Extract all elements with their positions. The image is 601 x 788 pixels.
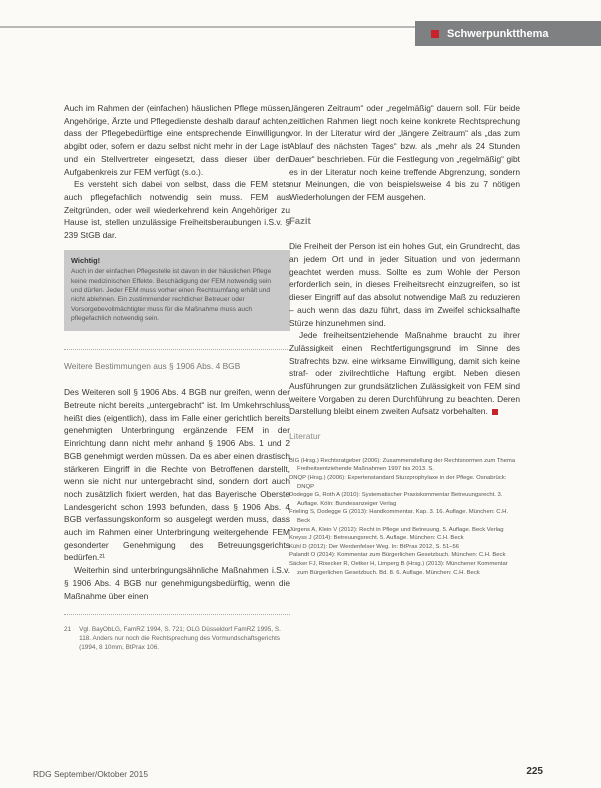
- important-box-title: Wichtig!: [71, 255, 101, 265]
- fazit-paragraph-2-text: Jede freiheitsentziehende Maßnahme braucht zu ihrer Zulässigkeit einen Rechtfertigungsgrund im Sinne des Strafrechts bzw. eine wirksame Einwilligung, damit sich keine straf- oder zivilrechtliche Haftung ergibt. Neben diesen Ausführungen zur grundsätzlichen Zulässigkeit von FEM sind weitere Vorgaben zu deren Durchführung zu beachten. Deren Darstellung bleibt einem zweiten Aufsatz vorbehalten.: [289, 330, 520, 417]
- left-paragraph-1: Auch im Rahmen der (einfachen) häuslichen Pflege müssen Angehörige, Ärzte und Pflegedienste deshalb darauf achten, dass der Pflegebedürftige eine entsprechende Einwilligung abgibt oder, sofern er dazu selbst nicht mehr in der Lage ist und ein Stellvertreter eingesetzt, dass dieser über den Aufgabenkreis zur FEM verfügt (s.o.).: [64, 103, 290, 177]
- literature-item: Kreyss J (2014): Betreuungsrecht. 5. Auflage. München: C.H. Beck: [289, 535, 464, 542]
- left-paragraph-2: Es versteht sich dabei von selbst, dass die FEM stets auch pflegefachlich notwendig sein muss. FEM aus Zeitgründen, oder weil wiederkehrend kein Angehöriger zu Hause ist, stellen unzulässige Freiheitsberaubungen i.S.v. § 239 StGB dar.: [64, 179, 290, 241]
- literature-item: DNQP (Hrsg.) (2006): Expertenstandard Sturzprophylaxe in der Pflege. Osnabrück: DNQP: [289, 475, 507, 490]
- end-mark-icon: [492, 409, 498, 415]
- section-label: [415, 21, 601, 46]
- footnote-text: Vgl. BayObLG, FamRZ 1994, S. 721; OLG Düsseldorf FamRZ 1995, S. 118. Anders nur noch die Rechtsprechung des Vormundschaftsgerichts (1994, 8 10mm, BtPrax 106.: [79, 626, 281, 652]
- literature-item: Säcker FJ, Rixecker R, Oetker H, Limperg B (Hrsg.) (2013): Münchener Kommentar zum Bürgerlichen Gesetzbuch. Bd. 8. 6. Auflage. München: C.H. Beck: [289, 561, 508, 576]
- footnote-number: 21: [64, 626, 72, 634]
- literature-list: [289, 457, 520, 577]
- footnote-separator: [64, 614, 290, 615]
- left-paragraph-4: Weiterhin sind unterbringungsähnliche Maßnahmen i.S.v. § 1906 Abs. 4 BGB nur genehmigungsbedürftig, wenn die Maßnahme über einen: [64, 565, 290, 601]
- left-paragraph-3: Des Weiteren soll § 1906 Abs. 4 BGB nur greifen, wenn der Betreute nicht bereits „untergebracht“ ist. Im Umkehrschluss heißt dies (eigentlich), dass im Falle einer gerichtlich bereits genehmigten Unterbringung ergänzende FEM in der Einrichtung dann nicht mehr anhand § 1906 Abs. 1 und 2 BGB genehmigt werden müssen. Da es aber einen drastisch stärkeren Eingriff in die Rechte von Betroffenen darstellt, wenn sie nicht nur untergebracht sind, sondern dort auch noch zusätzlich fixiert werden, hat das Bayerische Oberste Landesgericht schon 1993 befunden, dass § 1906 Abs. 4 BGB verfassungskonform so ausgelegt werden muss, dass auch im Rahmen einer Unterbringung weitergehende FEM gesonderter Genehmigung des Betreuungsgerichts bedürfen.²¹: [64, 387, 290, 563]
- right-column: [289, 102, 520, 577]
- important-box-text: Auch in der einfachen Pflegestelle ist davon in der häuslichen Pflege keine medizinischen Effekte. Beschädigung der FEM notwendig sein und dürfen. Jeder FEM muss vorher einen Rechtsumfang erhält und nicht ablehnen. Ein zustimmender rechtlicher Betreuer oder Vorsorgebevollmächtigter muss für die Maßnahme muss auch pflegefachlich notwendig sein.: [71, 268, 272, 323]
- fazit-paragraph-2: [289, 329, 520, 418]
- fazit-paragraph-1: Die Freiheit der Person ist ein hohes Gut, ein Grundrecht, das an jedem Ort und in jeder Situation und von jedermann geachtet werden muss. Sollte es zum Wohle der Person erforderlich sein, in dieses Freiheitsrecht einzugreifen, so ist dieser Eingriff auf das absolut notwendige Maß zu reduzieren – auch wenn das dazu führt, dass im Zweifel schicksalhafte Stürze hinzunehmen sind.: [289, 241, 520, 328]
- literature-item: BIG (Hrsg.) Rechtsratgeber (2006): Zusammenstellung der Rechtsnormen zum Thema Freiheitsentziehende Maßnahmen 1997 bis 2013. S.: [289, 457, 516, 473]
- literature-item: Jürgens A, Klein V (2012): Recht in Pflege und Betreuung. 5. Auflage. Beck Verlag: [289, 526, 504, 533]
- right-paragraph-1: „längeren Zeitraum“ oder „regelmäßig“ dauern soll. Für beide zeitlichen Rahmen liegt noch keine konkrete Rechtsprechung vor. In der Literatur wird der „längere Zeitraum“ als „das zum Ablauf des nächsten Tages“ bzw. als „mehr als 24 Stunden Dauer“ beschrieben. Für die Festlegung von „regelmäßig“ gibt es in der Literatur noch keine treffende Abgrenzung, sondern nur Meinungen, die von beispielsweise 4 bis zu 7 nötigen Wiederholungen der FEM ausgehen.: [289, 103, 520, 202]
- journal-footer: RDG September/Oktober 2015: [33, 769, 148, 779]
- section-marker-icon: [431, 30, 439, 38]
- left-column: [64, 102, 290, 652]
- literature-item: Frieling S, Dodegge G (2013): Handkommentar. Kap. 3. 16. Auflage. München: C.H. Beck: [289, 509, 509, 525]
- literature-heading: Literatur: [289, 431, 321, 442]
- fazit-heading: Fazit: [289, 215, 311, 227]
- subheading: Weitere Bestimmungen aus § 1906 Abs. 4 BGB: [64, 349, 290, 373]
- page-number: 225: [526, 766, 543, 777]
- important-box: [64, 250, 290, 331]
- footnote: [64, 625, 290, 652]
- section-label-text: Schwerpunktthema: [447, 27, 549, 40]
- literature-item: Kühl D (2012): Der Werdenfelser Weg. In: BtPrax 2012, S. 51–56: [289, 543, 460, 550]
- literature-item: Palandt O (2014): Kommentar zum Bürgerlichen Gesetzbuch. München: C.H. Beck: [289, 552, 506, 559]
- literature-item: Dodegge G, Roth A (2010): Systematischer Praxiskommentar Betreuungsrecht. 3. Auflage. Köln: Bundesanzeiger Verlag: [289, 492, 503, 507]
